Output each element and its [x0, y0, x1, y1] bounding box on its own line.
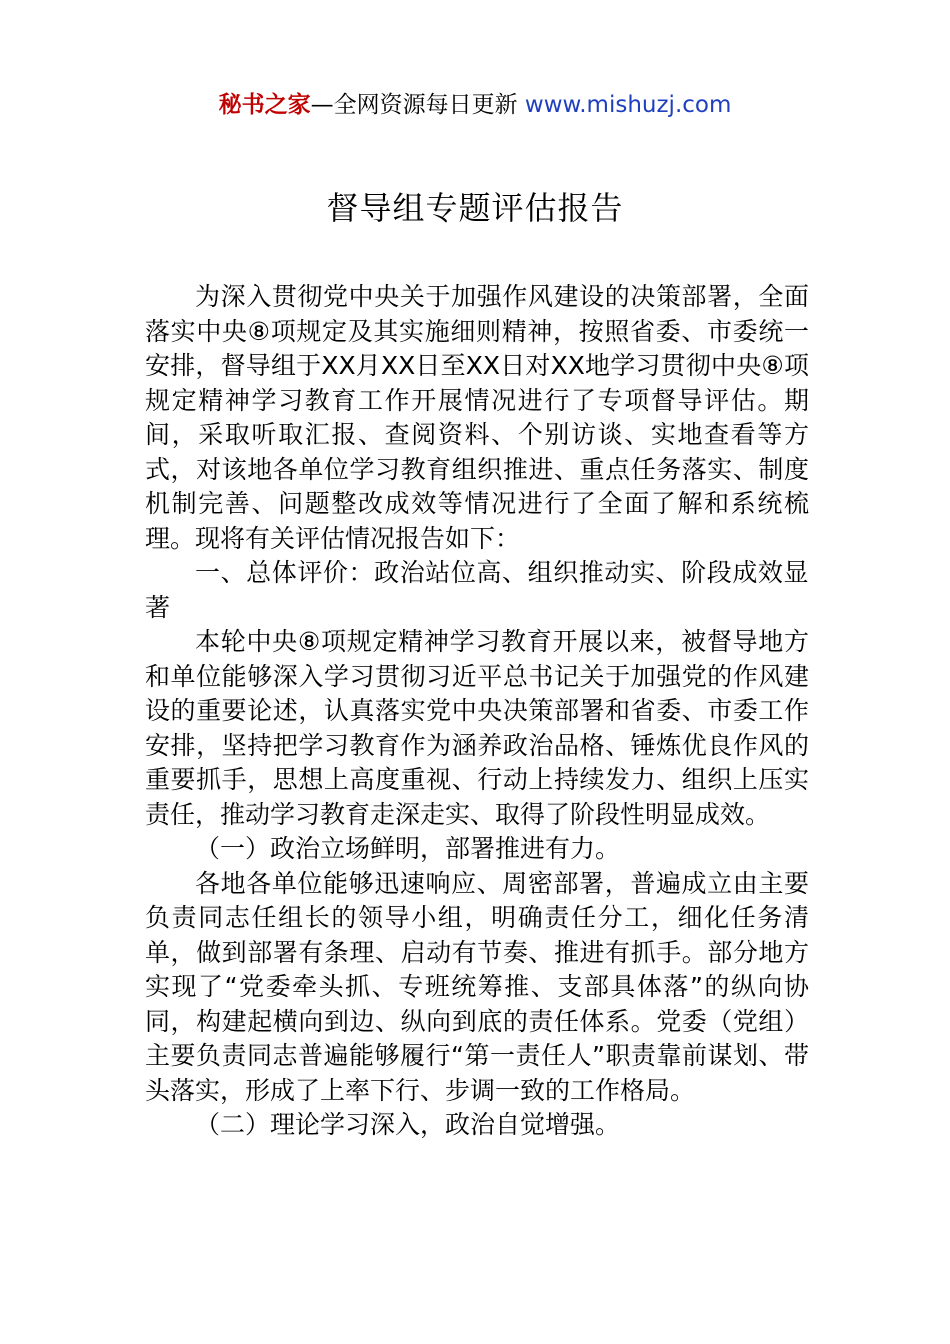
site-header	[0, 88, 950, 122]
intro-paragraph: 为深入贯彻党中央关于加强作风建设的决策部署，全面落实中央⑧项规定及其实施细则精神，按照省委、市委统一安排，督导组于XX月XX日至XX日对XX地学习贯彻中央⑧项规定精神学习教育工作开展情况进行了专项督导评估。期间，采取听取汇报、查阅资料、个别访谈、实地查看等方式，对该地各单位学习教育组织推进、重点任务落实、制度机制完善、问题整改成效等情况进行了全面了解和系统梳理。现将有关评估情况报告如下：	[145, 282, 809, 553]
site-url-link[interactable]: www.mishuzj.com	[524, 92, 732, 118]
subsection-heading-2: （二）理论学习深入，政治自觉增强。	[195, 1110, 621, 1139]
site-brand: 秘书之家	[218, 92, 311, 118]
section-heading-1: 一、总体评价：政治站位高、组织推动实、阶段成效显著	[145, 558, 809, 622]
document-body	[145, 280, 809, 1143]
document-title: 督导组专题评估报告	[326, 189, 624, 227]
body-paragraph: 各地各单位能够迅速响应、周密部署，普遍成立由主要负责同志任组长的领导小组，明确责任分工，细化任务清单，做到部署有条理、启动有节奏、推进有抓手。部分地方实现了“党委牵头抓、专班统筹推、支部具体落”的纵向协同，构建起横向到边、纵向到底的责任体系。党委（党组）主要负责同志普遍能够履行“第一责任人”职责靠前谋划、带头落实，形成了上率下行、步调一致的工作格局。	[145, 868, 809, 1105]
subsection-heading-1: （一）政治立场鲜明，部署推进有力。	[195, 834, 621, 863]
body-paragraph: 本轮中央⑧项规定精神学习教育开展以来，被督导地方和单位能够深入学习贯彻习近平总书记关于加强党的作风建设的重要论述，认真落实党中央决策部署和省委、市委工作安排，坚持把学习教育作为涵养政治品格、锤炼优良作风的重要抓手，思想上高度重视、行动上持续发力、组织上压实责任，推动学习教育走深走实、取得了阶段性明显成效。	[145, 627, 809, 829]
site-tagline: —全网资源每日更新	[310, 92, 525, 118]
